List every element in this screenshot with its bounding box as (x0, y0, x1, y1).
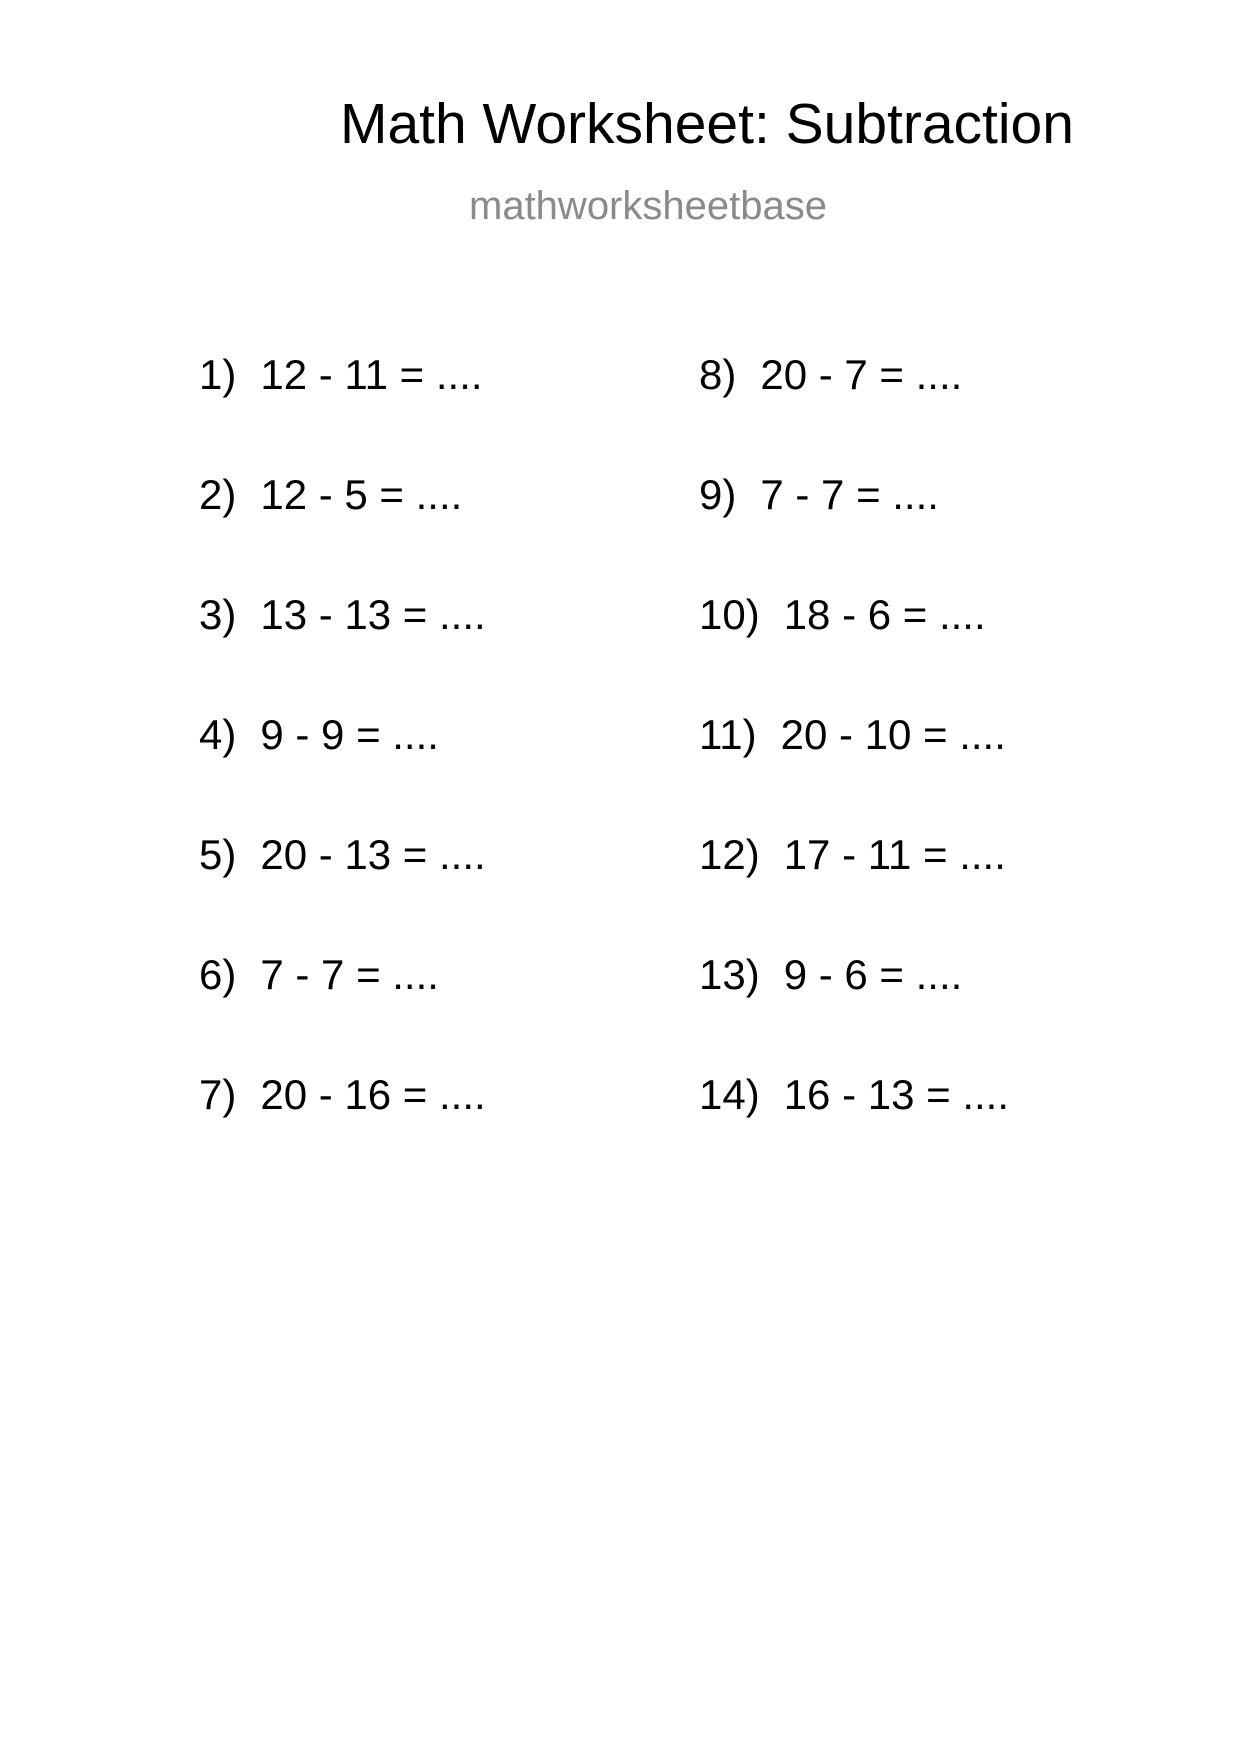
problem-item (699, 951, 1009, 1074)
problem-item (699, 471, 1009, 594)
problem-item (699, 831, 1009, 954)
problem-column-right (699, 351, 1010, 1194)
problem-number: 14) (699, 1071, 760, 1118)
problem-expression: 7 - 7 = .... (760, 471, 939, 518)
problem-expression: 20 - 13 = .... (260, 831, 486, 878)
problem-number: 5) (199, 831, 237, 878)
problem-number: 13) (699, 951, 760, 998)
problem-item (699, 591, 1009, 714)
problem-expression: 20 - 16 = .... (260, 1071, 486, 1118)
problem-number: 8) (699, 351, 737, 398)
worksheet-title: Math Worksheet: Subtraction (340, 92, 1074, 156)
problem-number: 2) (199, 471, 237, 518)
problem-expression: 18 - 6 = .... (783, 591, 986, 638)
problem-expression: 9 - 6 = .... (783, 951, 963, 998)
problem-expression: 16 - 13 = .... (783, 1071, 1010, 1118)
problem-number: 6) (199, 951, 237, 998)
problem-number: 1) (199, 351, 237, 398)
problem-number: 9) (699, 471, 737, 518)
problem-number: 3) (199, 591, 237, 638)
worksheet-source: mathworksheetbase (469, 184, 827, 228)
problem-item (199, 591, 486, 714)
problem-expression: 12 - 11 = .... (260, 351, 483, 398)
problem-column-left (199, 351, 486, 1194)
problem-expression: 20 - 10 = .... (780, 711, 1006, 758)
problem-item (199, 1071, 486, 1194)
problem-expression: 13 - 13 = .... (260, 591, 486, 638)
problem-expression: 20 - 7 = .... (760, 351, 963, 398)
problem-item (199, 831, 486, 954)
problem-number: 4) (199, 711, 237, 758)
problem-expression: 7 - 7 = .... (260, 951, 439, 998)
problem-item (199, 351, 486, 474)
problem-expression: 17 - 11 = .... (783, 831, 1006, 878)
problem-number: 10) (699, 591, 760, 638)
problem-number: 11) (699, 711, 757, 758)
problem-number: 7) (199, 1071, 237, 1118)
problem-number: 12) (699, 831, 760, 878)
problem-item (699, 351, 1009, 474)
problem-item (199, 471, 486, 594)
problem-item (699, 1071, 1010, 1194)
problem-item (199, 951, 486, 1074)
problem-expression: 12 - 5 = .... (260, 471, 463, 518)
problem-item (199, 711, 486, 834)
problem-expression: 9 - 9 = .... (260, 711, 439, 758)
problem-item (699, 711, 1009, 834)
